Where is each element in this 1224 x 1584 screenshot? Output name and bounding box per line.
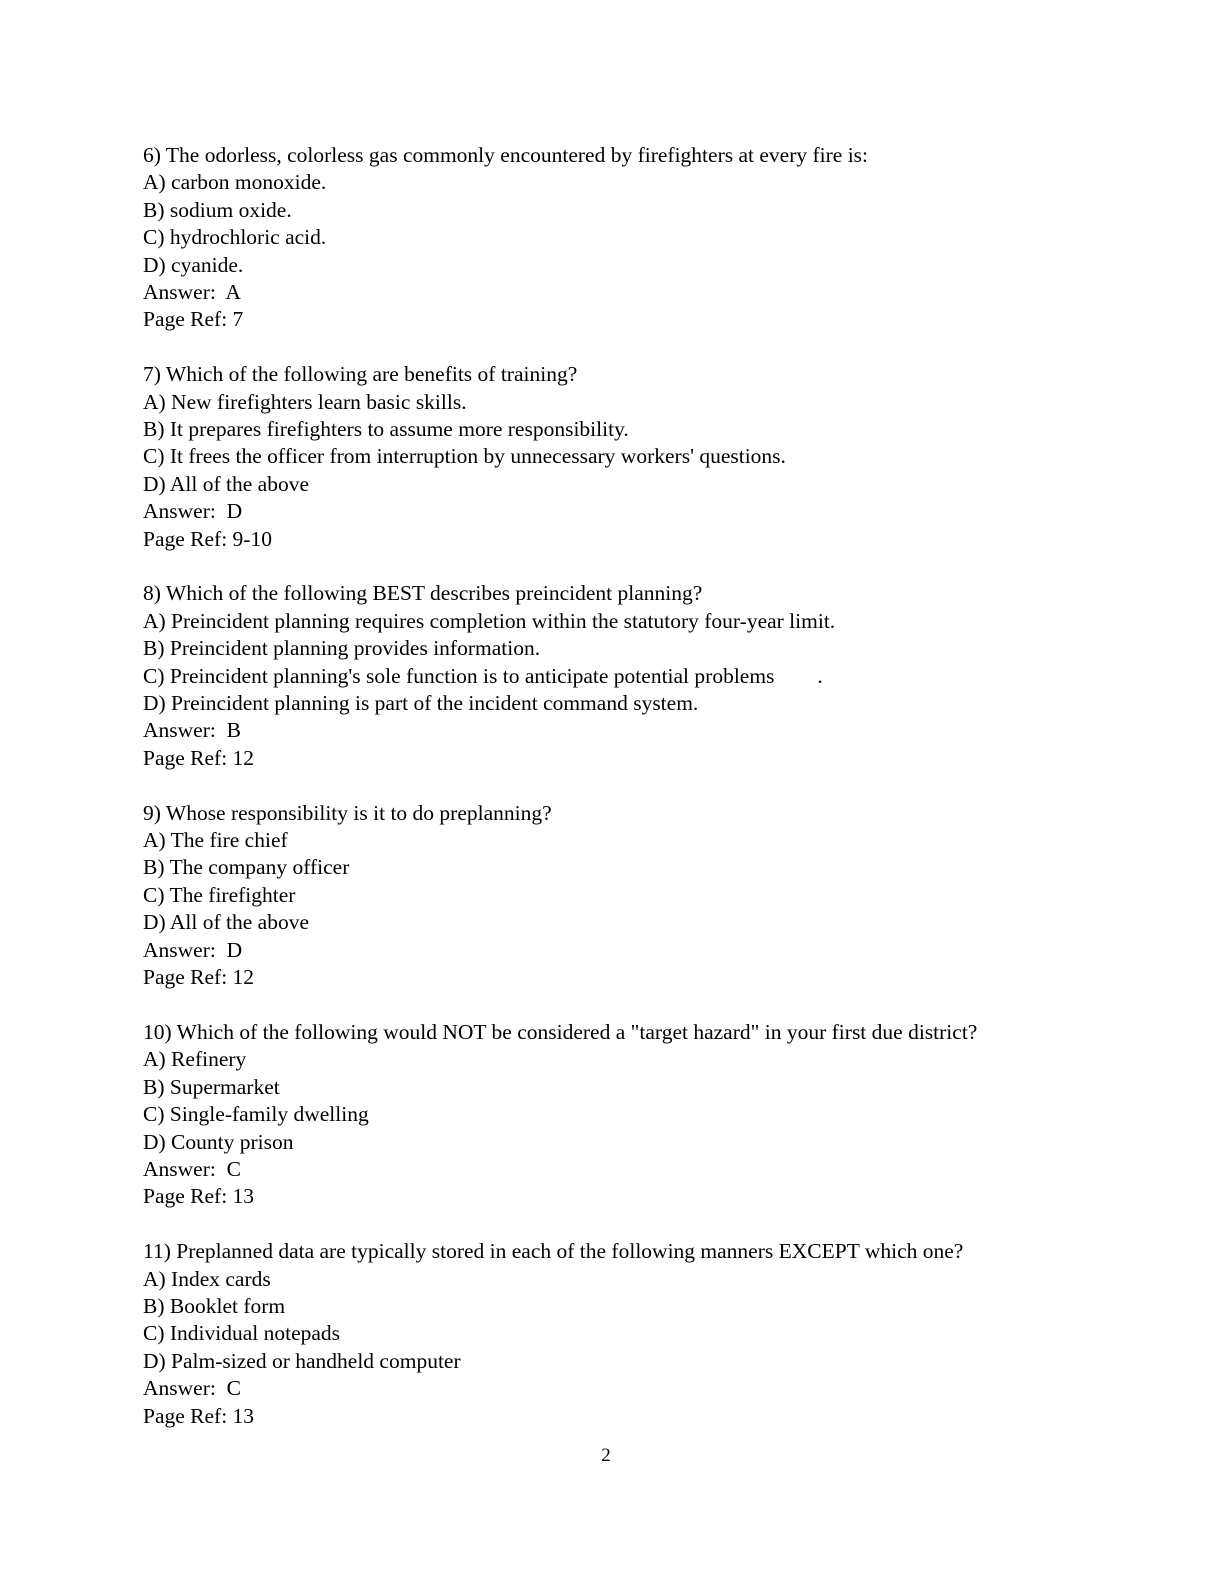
option-d: D) All of the above [143,471,309,496]
option-a: A) Refinery [143,1047,247,1072]
question-block [143,1019,1143,1211]
question-block [143,800,1143,992]
option-b: B) sodium oxide. [143,197,292,222]
option-a: A) Preincident planning requires completion within the statutory four-year limit. [143,608,836,633]
page-ref-line: Page Ref: 12 [143,745,255,770]
option-b: B) Booklet form [143,1293,286,1318]
option-a: A) Index cards [143,1266,271,1291]
option-a: A) carbon monoxide. [143,170,327,195]
option-b: B) It prepares firefighters to assume more responsibility. [143,417,629,442]
answer-line: Answer: D [143,937,243,962]
question-text: 9) Whose responsibility is it to do preplanning? [143,800,552,825]
answer-line: Answer: B [143,718,241,743]
question-text: 7) Which of the following are benefits of training? [143,362,578,387]
option-a: A) The fire chief [143,828,288,853]
option-d: D) Preincident planning is part of the incident command system. [143,691,699,716]
option-b: B) Preincident planning provides information. [143,636,541,661]
answer-line: Answer: A [143,279,241,304]
answer-line: Answer: C [143,1156,241,1181]
page-ref-line: Page Ref: 13 [143,1403,255,1428]
question-text: 6) The odorless, colorless gas commonly encountered by firefighters at every fire is: [143,143,869,167]
option-d: D) County prison [143,1129,294,1154]
option-c: C) It frees the officer from interruption by unnecessary workers' questions. [143,444,786,469]
question-block [143,1238,1143,1430]
page-ref-line: Page Ref: 13 [143,1184,255,1209]
option-d: D) cyanide. [143,252,244,277]
page-ref-line: Page Ref: 9-10 [143,526,272,551]
page-ref-line: Page Ref: 12 [143,965,255,990]
question-block [143,361,1143,553]
question-text: 8) Which of the following BEST describes preincident planning? [143,581,703,606]
page-number: 2 [601,1445,611,1466]
question-text: 10) Which of the following would NOT be considered a "target hazard" in your first due district? [143,1019,978,1044]
question-block [143,142,1143,334]
option-c: C) Individual notepads [143,1321,341,1346]
option-c: C) Preincident planning's sole function is to anticipate potential problems . [143,663,823,688]
answer-line: Answer: D [143,499,243,524]
option-c: C) Single-family dwelling [143,1102,369,1127]
question-block [143,580,1143,772]
option-a: A) New firefighters learn basic skills. [143,389,467,414]
page-body [143,142,1143,1457]
option-d: D) Palm-sized or handheld computer [143,1348,461,1373]
question-text: 11) Preplanned data are typically stored in each of the following manners EXCEPT which one? [143,1239,964,1264]
answer-line: Answer: C [143,1376,241,1401]
option-b: B) Supermarket [143,1074,280,1099]
page-ref-line: Page Ref: 7 [143,307,244,332]
option-c: C) hydrochloric acid. [143,225,327,250]
option-b: B) The company officer [143,855,350,880]
option-d: D) All of the above [143,910,309,935]
option-c: C) The firefighter [143,882,296,907]
